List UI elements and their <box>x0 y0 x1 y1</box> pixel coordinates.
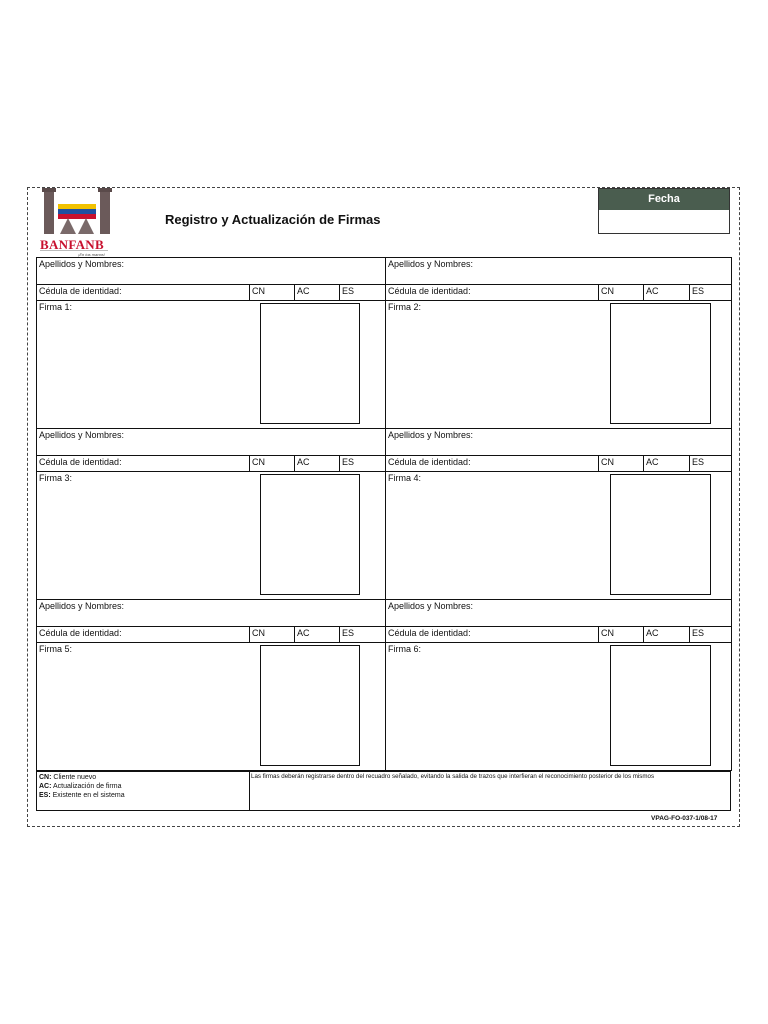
apellidos-field-4[interactable]: Apellidos y Nombres: <box>385 428 732 456</box>
cn-checkbox-6[interactable]: CN <box>598 626 644 643</box>
ac-checkbox-5[interactable]: AC <box>294 626 340 643</box>
ac-checkbox-6[interactable]: AC <box>643 626 690 643</box>
cn-checkbox-5[interactable]: CN <box>249 626 295 643</box>
ac-checkbox-4[interactable]: AC <box>643 455 690 472</box>
fecha-label: Fecha <box>599 189 729 210</box>
signature-box-6[interactable] <box>610 645 711 766</box>
firma-area-5: Firma 5: <box>36 642 386 771</box>
signature-box-3[interactable] <box>260 474 360 595</box>
es-checkbox-6[interactable]: ES <box>689 626 732 643</box>
legend-cell <box>36 771 250 811</box>
logo-tagline: ¡En tus manos! <box>78 252 105 257</box>
apellidos-field-1[interactable]: Apellidos y Nombres: <box>36 257 386 285</box>
cedula-field-5[interactable]: Cédula de identidad: <box>36 626 250 643</box>
firma-area-1: Firma 1: <box>36 300 386 429</box>
fecha-box[interactable] <box>598 188 730 234</box>
cedula-field-6[interactable]: Cédula de identidad: <box>385 626 599 643</box>
es-checkbox-4[interactable]: ES <box>689 455 732 472</box>
apellidos-field-3[interactable]: Apellidos y Nombres: <box>36 428 386 456</box>
cn-checkbox-4[interactable]: CN <box>598 455 644 472</box>
apellidos-field-6[interactable]: Apellidos y Nombres: <box>385 599 732 627</box>
note-cell <box>249 771 731 811</box>
legend-es: ES: Existente en el sistema <box>39 792 125 799</box>
es-checkbox-2[interactable]: ES <box>689 284 732 301</box>
ac-checkbox-1[interactable]: AC <box>294 284 340 301</box>
cn-checkbox-1[interactable]: CN <box>249 284 295 301</box>
legend-ac: AC: Actualización de firma <box>39 783 122 790</box>
firma-area-4: Firma 4: <box>385 471 732 600</box>
firma-area-3: Firma 3: <box>36 471 386 600</box>
page-title: Registro y Actualización de Firmas <box>165 212 381 227</box>
cedula-field-3[interactable]: Cédula de identidad: <box>36 455 250 472</box>
signature-box-4[interactable] <box>610 474 711 595</box>
cedula-field-4[interactable]: Cédula de identidad: <box>385 455 599 472</box>
es-checkbox-1[interactable]: ES <box>339 284 386 301</box>
cn-checkbox-2[interactable]: CN <box>598 284 644 301</box>
apellidos-field-5[interactable]: Apellidos y Nombres: <box>36 599 386 627</box>
cedula-field-2[interactable]: Cédula de identidad: <box>385 284 599 301</box>
cn-checkbox-3[interactable]: CN <box>249 455 295 472</box>
ac-checkbox-3[interactable]: AC <box>294 455 340 472</box>
signature-box-1[interactable] <box>260 303 360 424</box>
firma-area-2: Firma 2: <box>385 300 732 429</box>
legend-cn: CN: Cliente nuevo <box>39 774 97 781</box>
ac-checkbox-2[interactable]: AC <box>643 284 690 301</box>
signature-box-5[interactable] <box>260 645 360 766</box>
logo-text: BANFANB <box>40 237 104 252</box>
es-checkbox-3[interactable]: ES <box>339 455 386 472</box>
signature-note: Las firmas deberán registrarse dentro del recuadro señalado, evitando la salida de trazos que interfieran el reconocimiento posterior de los mismos <box>251 773 655 780</box>
firma-area-6: Firma 6: <box>385 642 732 771</box>
cedula-field-1[interactable]: Cédula de identidad: <box>36 284 250 301</box>
apellidos-field-2[interactable]: Apellidos y Nombres: <box>385 257 732 285</box>
signature-box-2[interactable] <box>610 303 711 424</box>
form-code: VPAG-FO-037-1/08-17 <box>651 815 718 822</box>
es-checkbox-5[interactable]: ES <box>339 626 386 643</box>
